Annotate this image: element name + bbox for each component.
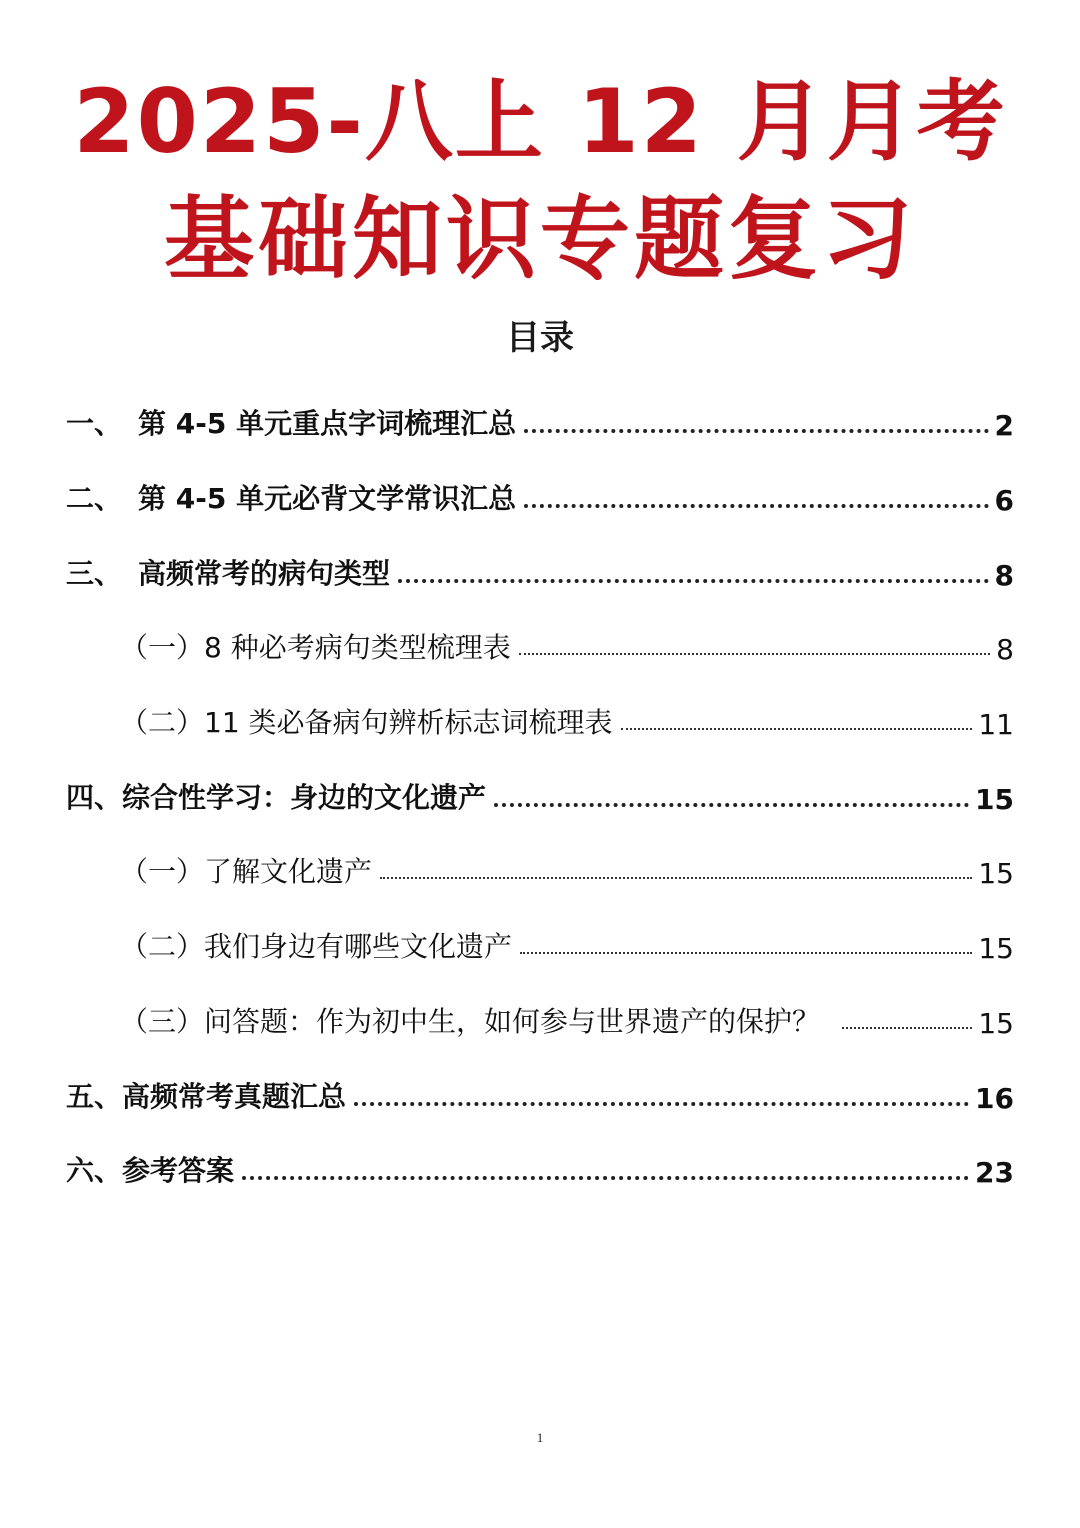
toc-entry[interactable] bbox=[66, 1145, 1014, 1189]
toc-entry-label: 我们身边有哪些文化遗产 bbox=[204, 930, 513, 963]
toc-entry[interactable] bbox=[120, 622, 1014, 666]
toc-entry-label: 高频常考真题汇总 bbox=[122, 1080, 347, 1113]
toc-entry-number: （二） bbox=[120, 706, 205, 739]
toc-entry-number: （一） bbox=[120, 631, 205, 664]
toc-leader-dots bbox=[519, 653, 990, 655]
toc-entry-number: （三） bbox=[120, 1005, 205, 1038]
page-number: 1 bbox=[536, 1430, 544, 1445]
toc-entry-label: 问答题：作为初中生，如何参与世界遗产的保护？ bbox=[204, 1005, 821, 1038]
toc-leader-dots bbox=[398, 579, 989, 583]
toc-entry-label: 第 4-5 单元必背文学常识汇总 bbox=[138, 482, 517, 515]
toc-entry-number: 三、 bbox=[66, 557, 123, 590]
toc-entry-page: 15 bbox=[978, 932, 1014, 965]
toc-entry-label: 11 类必备病句辨析标志词梳理表 bbox=[204, 706, 613, 739]
document-title-line-2: 基础知识专题复习 bbox=[164, 187, 916, 292]
toc-entry-page: 2 bbox=[994, 409, 1014, 442]
toc-leader-dots bbox=[520, 952, 972, 954]
toc-leader-dots bbox=[354, 1102, 969, 1106]
document-title-line-1: 2025-八上 12 月月考 bbox=[73, 70, 1007, 173]
toc-entry-page: 15 bbox=[978, 857, 1014, 890]
toc-entry-label: 参考答案 bbox=[122, 1154, 235, 1187]
toc-entry-number: 六、 bbox=[66, 1154, 123, 1187]
toc-entry-number: （一） bbox=[120, 855, 205, 888]
toc-entry-page: 8 bbox=[996, 633, 1014, 666]
toc-entry[interactable] bbox=[66, 398, 1014, 442]
toc-entry-label: 8 种必考病句类型梳理表 bbox=[204, 631, 511, 664]
toc-entry-label: 高频常考的病句类型 bbox=[138, 557, 391, 590]
toc-entry[interactable] bbox=[66, 473, 1014, 517]
toc-entry-page: 16 bbox=[975, 1082, 1014, 1115]
toc-leader-dots bbox=[380, 877, 972, 879]
toc-entry-label: 第 4-5 单元重点字词梳理汇总 bbox=[138, 407, 517, 440]
toc-leader-dots bbox=[242, 1176, 969, 1180]
toc-heading: 目录 bbox=[506, 318, 574, 358]
toc-entry[interactable] bbox=[120, 697, 1014, 741]
toc-entry-number: 一、 bbox=[66, 407, 123, 440]
toc-entry-page: 11 bbox=[978, 708, 1014, 741]
toc-entry-page: 23 bbox=[975, 1156, 1014, 1189]
toc-entry[interactable] bbox=[66, 548, 1014, 592]
toc-entry[interactable] bbox=[120, 996, 1014, 1040]
toc-entry-number: （二） bbox=[120, 930, 205, 963]
toc-entry[interactable] bbox=[66, 772, 1014, 816]
toc-entry-page: 8 bbox=[994, 559, 1014, 592]
toc-leader-dots bbox=[621, 728, 973, 730]
toc-entry-page: 15 bbox=[975, 783, 1014, 816]
toc-entry[interactable] bbox=[120, 846, 1014, 890]
toc-entry[interactable] bbox=[66, 1071, 1014, 1115]
toc-entry-number: 二、 bbox=[66, 482, 123, 515]
toc-entry-label: 了解文化遗产 bbox=[204, 855, 373, 888]
toc-entry-number: 五、 bbox=[66, 1080, 123, 1113]
toc-leader-dots bbox=[524, 504, 988, 508]
toc-entry[interactable] bbox=[120, 921, 1014, 965]
toc-leader-dots bbox=[524, 429, 988, 433]
toc-leader-dots bbox=[494, 803, 969, 807]
toc-entry-page: 15 bbox=[978, 1007, 1014, 1040]
toc-entry-page: 6 bbox=[994, 484, 1014, 517]
toc-entry-number: 四、 bbox=[66, 781, 123, 814]
toc-entry-label: 综合性学习：身边的文化遗产 bbox=[122, 781, 487, 814]
toc-leader-dots bbox=[842, 1027, 972, 1029]
